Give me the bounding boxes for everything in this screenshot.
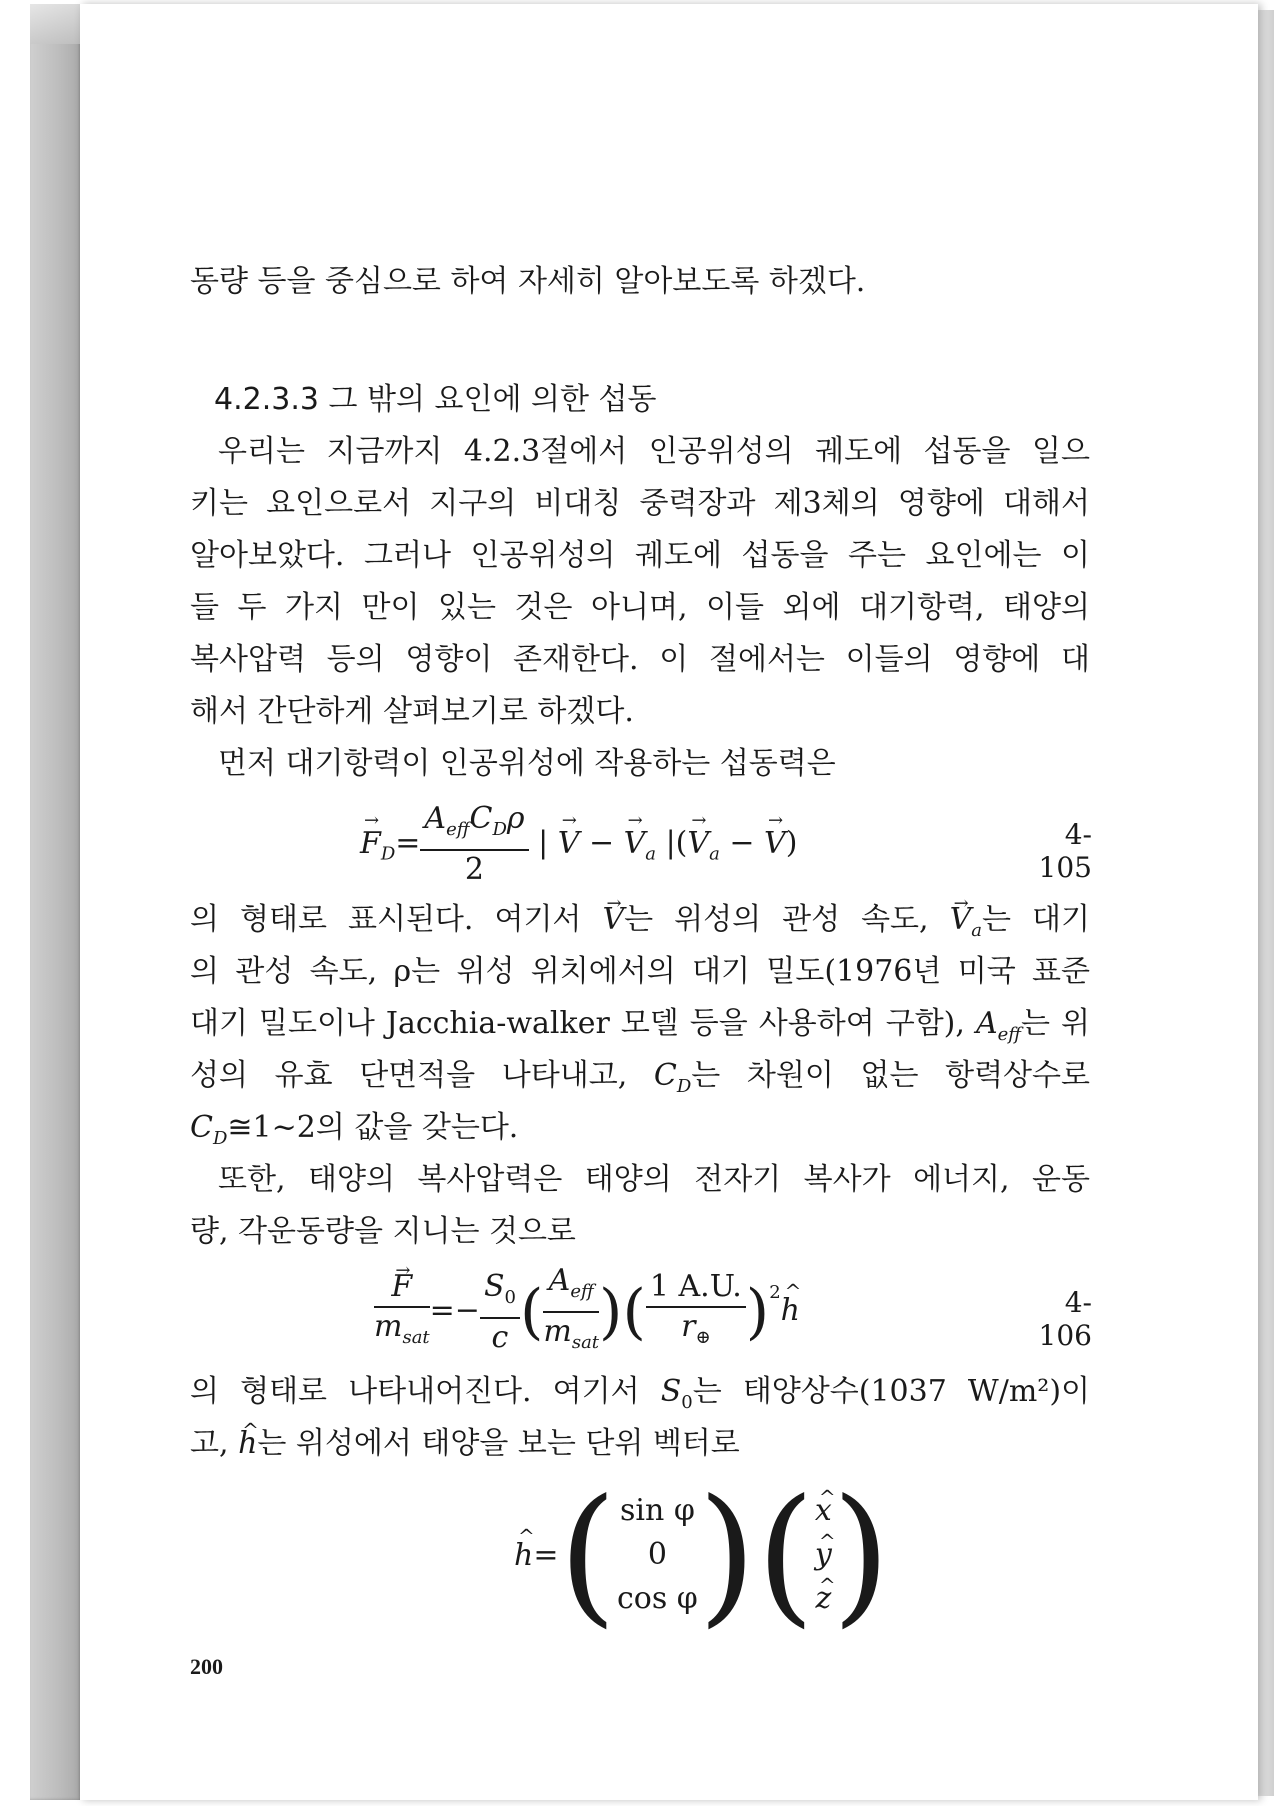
text-line — [190, 1108, 1090, 1159]
page-edge — [1258, 10, 1274, 1796]
text-span: 의 형태로 표시된다. 여기서 — [190, 902, 603, 937]
math-operator: = — [533, 1537, 559, 1573]
book-spine-top — [30, 4, 82, 44]
math-symbol: ^ h — [514, 1538, 533, 1573]
math-subscript: sat — [402, 1326, 430, 1348]
equation-4-105: → $F_D=$ $\frac{A_{eff}C_D\rho}{2}$ | → V − → $V_a$ |(→ $V_a$ − → V) — [360, 800, 797, 889]
text-span: 는 태양상수(1037 W/m²)이 — [692, 1374, 1091, 1409]
text-span: 고, — [190, 1426, 239, 1461]
math-symbol: S — [660, 1374, 682, 1409]
math-symbol: ^ h — [781, 1293, 800, 1328]
math-subscript: eff — [570, 1281, 594, 1302]
math-symbol: m — [543, 1314, 572, 1349]
page-number: 200 — [190, 1654, 223, 1679]
math-symbol: c — [491, 1319, 509, 1355]
right-paren: ) — [697, 1468, 757, 1642]
math-subscript: ⊕ — [695, 1326, 711, 1348]
matrix-cell: ^ y — [815, 1533, 832, 1577]
text-span: 대기 밀도이나 Jacchia-walker 모델 등을 사용하여 구함), — [190, 1006, 976, 1041]
text-line: 해서 간단하게 살펴보기로 하겠다. — [190, 694, 634, 729]
section-heading: 4.2.3.3 그 밖의 요인에 의한 섭동 — [214, 382, 657, 417]
matrix-cell: 0 — [647, 1537, 667, 1572]
math-symbol: ^ h — [238, 1424, 257, 1464]
left-paren: ( — [558, 1468, 617, 1642]
math-subscript: 0 — [504, 1286, 516, 1308]
math-symbol: → F — [391, 1268, 412, 1306]
math-subscript: 0 — [681, 1392, 693, 1413]
text-line: 먼저 대기항력이 인공위성에 작용하는 섭동력은 — [218, 746, 836, 781]
fraction — [480, 1268, 520, 1357]
equation-number: 4-106 — [1038, 1286, 1092, 1352]
matrix-cell: sin φ — [619, 1493, 695, 1528]
matrix-cell: ^ z — [815, 1577, 832, 1621]
math-symbol: → F — [360, 826, 381, 861]
matrix-column — [617, 1489, 698, 1621]
matrix-column — [815, 1489, 832, 1621]
math-subscript: D — [676, 1076, 692, 1097]
math-operator: − — [719, 825, 765, 861]
fraction — [646, 1268, 746, 1357]
math-operator: |( — [656, 825, 688, 861]
math-subscript: sat — [571, 1332, 600, 1353]
text-line — [190, 900, 1090, 951]
left-paren: ( — [756, 1468, 815, 1642]
text-line: 의 관성 속도, ρ는 위성 위치에서의 대기 밀도(1976년 미국 표준 — [190, 954, 1090, 989]
math-symbol: A — [975, 1006, 998, 1041]
math-operator: | — [538, 825, 558, 861]
text-line: 복사압력 등의 영향이 존재한다. 이 절에서는 이들의 영향에 대 — [190, 642, 1090, 677]
math-subscript: a — [971, 920, 983, 941]
right-paren: ) — [831, 1468, 891, 1642]
math-subscript: D — [212, 1128, 228, 1149]
text-span: 는 위성에서 태양을 보는 단위 벡터로 — [257, 1426, 740, 1461]
matrix-cell: cos φ — [617, 1581, 698, 1616]
math-symbol: → V — [558, 826, 580, 861]
math-subscript: eff — [446, 819, 470, 840]
text-line: 량, 각운동량을 지니는 것으로 — [190, 1214, 576, 1249]
right-paren: ) — [599, 1277, 623, 1347]
text-line: 또한, 태양의 복사압력은 태양의 전자기 복사가 에너지, 운동 — [218, 1162, 1090, 1197]
text-span: 는 차원이 없는 항력상수로 — [691, 1058, 1090, 1093]
text-span: ≅1~2의 값을 갖는다. — [227, 1110, 519, 1145]
text-line — [190, 1372, 1090, 1423]
left-paren: ( — [622, 1277, 646, 1347]
math-symbol: ρ — [506, 801, 525, 836]
math-subscript: D — [492, 819, 507, 840]
math-subscript: a — [645, 843, 657, 865]
text-line — [190, 1056, 1090, 1107]
math-symbol: C — [469, 801, 493, 836]
math-symbol: → V — [764, 826, 786, 861]
equation-unit-vector — [514, 1468, 891, 1642]
equation-number: 4-105 — [1038, 818, 1092, 884]
math-subscript: eff — [997, 1024, 1022, 1045]
math-symbol: → V — [687, 826, 709, 861]
math-symbol: S — [483, 1268, 505, 1304]
math-symbol: → V — [950, 900, 972, 940]
math-operator: ) — [785, 825, 798, 861]
fraction — [420, 800, 528, 889]
right-paren: ) — [745, 1277, 770, 1347]
math-symbol: r — [681, 1308, 696, 1344]
text-line: 들 두 가지 만이 있는 것은 아니며, 이들 외에 대기항력, 태양의 — [190, 590, 1090, 625]
equation-4-106 — [374, 1262, 800, 1362]
matrix-cell: ^ x — [815, 1489, 832, 1533]
math-symbol: A — [548, 1263, 571, 1298]
text-span: 는 대기 — [982, 902, 1090, 937]
text-span: 성의 유효 단면적을 나타내고, — [190, 1058, 654, 1093]
math-symbol: → V — [624, 826, 646, 861]
text-span: 는 위 — [1021, 1006, 1090, 1041]
text-span: 의 형태로 나타내어진다. 여기서 — [190, 1374, 661, 1409]
book-spine — [30, 4, 82, 1800]
text-line — [190, 1004, 1090, 1055]
text-line: 동량 등을 중심으로 하여 자세히 알아보도록 하겠다. — [190, 264, 866, 299]
text-line — [190, 1424, 1090, 1464]
math-symbol: A — [424, 801, 447, 836]
math-operator: − — [579, 825, 624, 861]
math-symbol: m — [374, 1308, 403, 1344]
text-line: 우리는 지금까지 4.2.3절에서 인공위성의 궤도에 섭동을 일으 — [218, 434, 1090, 469]
left-paren: ( — [519, 1277, 544, 1347]
math-operator: =− — [429, 1293, 480, 1328]
math-numerator: 1 A.U. — [646, 1268, 746, 1308]
fraction — [374, 1268, 430, 1357]
fraction — [543, 1262, 599, 1362]
math-symbol: C — [653, 1058, 677, 1093]
math-subscript: a — [709, 843, 720, 865]
math-subscript: D — [380, 843, 396, 865]
text-span: 는 위성의 관성 속도, — [624, 902, 950, 937]
text-line: 알아보았다. 그러나 인공위성의 궤도에 섭동을 주는 요인에는 이 — [190, 538, 1090, 573]
math-superscript: 2 — [769, 1282, 781, 1303]
math-symbol: C — [190, 1110, 213, 1145]
math-denominator: 2 — [464, 852, 485, 887]
text-line: 키는 요인으로서 지구의 비대칭 중력장과 제3체의 영향에 대해서 — [190, 486, 1090, 521]
math-symbol: → V — [602, 900, 624, 940]
